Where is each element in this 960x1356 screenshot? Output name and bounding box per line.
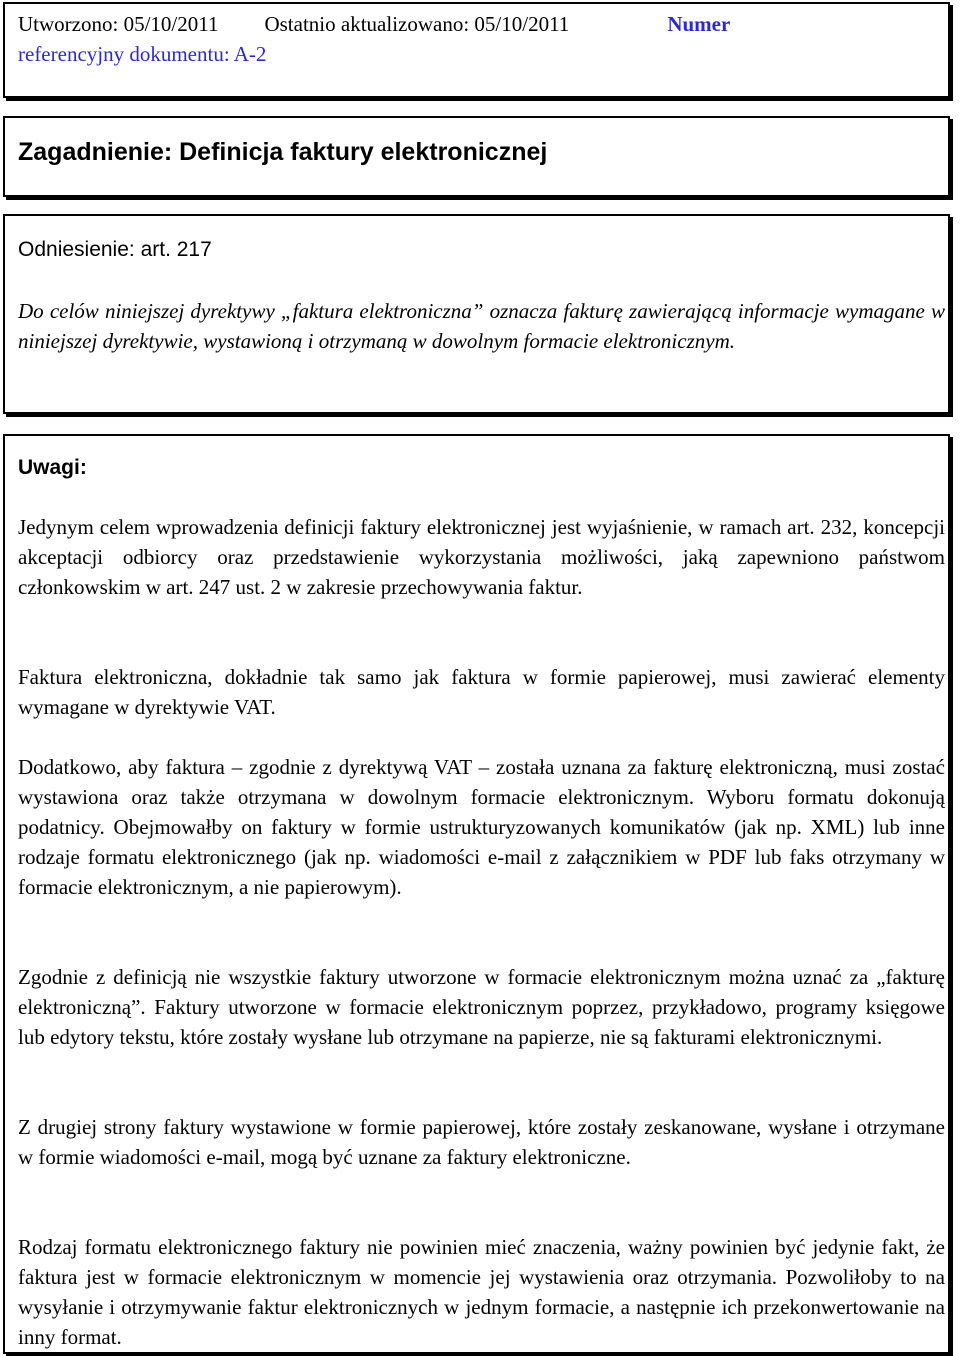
document-meta-box <box>3 2 950 98</box>
created-date: 05/10/2011 <box>123 12 219 36</box>
topic-title: Zagadnienie: Definicja faktury elektronicznej <box>18 138 548 166</box>
notes-paragraph: Dodatkowo, aby faktura – zgodnie z dyrektywą VAT – została uznana za fakturę elektroniczną, musi zostać wystawiona oraz także otrzymana w dowolnym formacie elektronicznym. Wyboru formatu dokonują podatnicy. Obejmowałby on faktury w formie ustrukturyzowanych komunikatów (jak np. XML) lub inne rodzaje formatu elektronicznego (jak np. wiadomości e-mail z załącznikiem w PDF lub faks otrzymany w formacie elektronicznym, a nie papierowym). <box>18 755 945 899</box>
ref-label-part1: Numer <box>667 12 731 36</box>
updated-label: Ostatnio aktualizowano: <box>264 12 470 36</box>
meta-line-1 <box>18 12 730 37</box>
updated-date: 05/10/2011 <box>474 12 570 36</box>
ref-label-part2: referencyjny dokumentu: <box>18 42 230 66</box>
notes-paragraph: Zgodnie z definicją nie wszystkie faktury utworzone w formacie elektronicznym można uznać za „fakturę elektroniczną”. Faktury utworzone w formacie elektronicznym poprzez, przykładowo, programy księgowe lub edytory tekstu, które zostały wysłane lub otrzymane na papierze, nie są fakturami elektronicznymi. <box>18 965 945 1049</box>
reference-box <box>3 214 950 414</box>
created-label: Utworzono: <box>18 12 119 36</box>
notes-paragraph: Z drugiej strony faktury wystawione w formie papierowej, które zostały zeskanowane, wysłane i otrzymane w formie wiadomości e-mail, mogą być uznane za faktury elektroniczne. <box>18 1115 945 1169</box>
ref-number: A-2 <box>233 42 267 66</box>
notes-paragraph: Faktura elektroniczna, dokładnie tak samo jak faktura w formie papierowej, musi zawierać elementy wymagane w dyrektywie VAT. <box>18 665 945 719</box>
topic-box <box>3 116 950 197</box>
reference-quote: Do celów niniejszej dyrektywy „faktura elektroniczna” oznacza fakturę zawierającą informacje wymagane w niniejszej dyrektywie, wystawioną i otrzymaną w dowolnym formacie elektronicznym. <box>18 299 945 353</box>
notes-box <box>3 434 950 1354</box>
notes-paragraph: Rodzaj formatu elektronicznego faktury nie powinien mieć znaczenia, ważny powinien być jedynie fakt, że faktura jest w formacie elektronicznym w momencie jej wystawienia oraz otrzymania. Pozwoliłoby to na wysyłanie i otrzymywanie faktur elektronicznych w jednym formacie, a następnie ich przekonwertowanie na inny format. <box>18 1235 945 1349</box>
reference-label: Odniesienie: art. 217 <box>18 238 212 261</box>
notes-paragraph: Jedynym celem wprowadzenia definicji faktury elektronicznej jest wyjaśnienie, w ramach art. 232, koncepcji akceptacji odbiorcy oraz przedstawienie wykorzystania możliwości, jaką zapewniono państwom członkowskim w art. 247 ust. 2 w zakresie przechowywania faktur. <box>18 515 945 599</box>
notes-title: Uwagi: <box>18 456 87 479</box>
meta-line-2 <box>18 42 266 67</box>
